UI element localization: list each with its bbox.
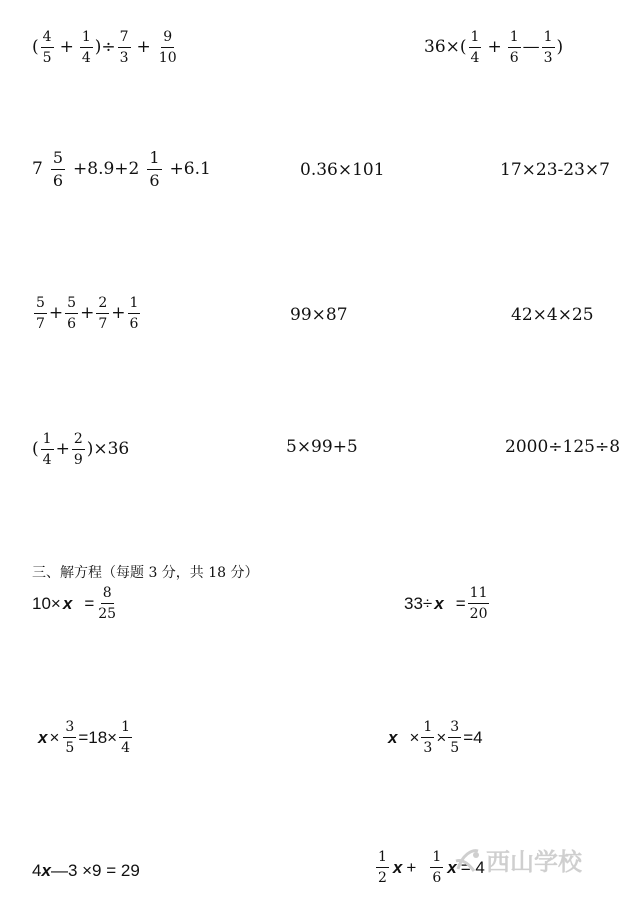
fraction: $\frac{5}{7}$: [36, 295, 45, 332]
fraction: $\frac{1}{4}$: [81, 29, 91, 66]
expr-r2-c: 17×23-23×7: [500, 160, 610, 180]
fraction: $\frac{4}{5}$: [42, 29, 52, 66]
expr-r4-b: 5×99+5: [286, 437, 358, 457]
expr-r3-b: 99×87: [290, 305, 348, 325]
fraction: $\frac{7}{3}$: [119, 29, 129, 66]
expr-r3-c: 42×4×25: [511, 305, 594, 325]
equation-4: x × $\frac{1}{3}$ × $\frac{3}{5}$ =4: [388, 719, 483, 756]
equation-6: $\frac{1}{2}$ x + $\frac{1}{6}$ x = 4: [378, 849, 485, 886]
fraction: $\frac{1}{3}$: [423, 719, 433, 756]
fraction: $\frac{1}{4}$: [42, 431, 52, 468]
school-logo-icon: [452, 845, 482, 875]
watermark: 西山学校: [452, 842, 582, 877]
equation-5: 4 x —3 ×9 = 29: [32, 861, 140, 880]
expr-r4-c: 2000÷125÷8: [505, 437, 621, 457]
equation-3: x × $\frac{3}{5}$ =18× $\frac{1}{4}$: [38, 719, 131, 756]
fraction: $\frac{3}{5}$: [65, 719, 75, 756]
fraction: $\frac{1}{6}$: [129, 295, 139, 332]
fraction: $\frac{3}{5}$: [450, 719, 460, 756]
fraction: $\frac{1}{3}$: [543, 29, 553, 66]
equation-1: 10× x = $\frac{8}{25}$: [32, 585, 117, 622]
fraction: $\frac{2}{9}$: [73, 431, 83, 468]
expr-r3-a: $\frac{5}{7}$ + $\frac{5}{6}$ + $\frac{2}{7}$ + $\frac{1}{6}$: [36, 295, 139, 332]
fraction: $\frac{1}{2}$: [378, 849, 387, 886]
expr-r2-a: 7 $\frac{5}{6}$ +8.9+2 $\frac{1}{6}$ +6.1: [32, 148, 211, 190]
fraction: $\frac{1}{4}$: [121, 719, 131, 756]
fraction: $\frac{2}{7}$: [98, 295, 108, 332]
equation-2: 33÷ x = $\frac{11}{20}$: [404, 585, 488, 622]
fraction: $\frac{9}{10}$: [158, 29, 177, 66]
fraction: $\frac{8}{25}$: [98, 585, 117, 622]
expr-r1-a: ( $\frac{4}{5}$ + $\frac{1}{4}$ )÷ $\frac{7}{3}$ + $\frac{9}{10}$: [32, 29, 177, 66]
expr-r1-b: 36×( $\frac{1}{4}$ + $\frac{1}{6}$ — $\frac{1}{3}$ ): [424, 29, 564, 66]
fraction: $\frac{1}{6}$: [509, 29, 519, 66]
fraction: $\frac{1}{6}$: [432, 849, 442, 886]
fraction: $\frac{5}{6}$: [67, 295, 77, 332]
fraction: $\frac{11}{20}$: [469, 585, 488, 622]
fraction: $\frac{5}{6}$: [52, 148, 64, 190]
fraction: $\frac{1}{4}$: [470, 29, 480, 66]
expr-r2-b: 0.36×101: [300, 160, 385, 180]
expr-r4-a: ( $\frac{1}{4}$ + $\frac{2}{9}$ )×36: [32, 431, 130, 468]
section-heading: 三、解方程（每题 3 分，共 18 分）: [32, 565, 259, 581]
fraction: $\frac{1}{6}$: [149, 148, 160, 190]
